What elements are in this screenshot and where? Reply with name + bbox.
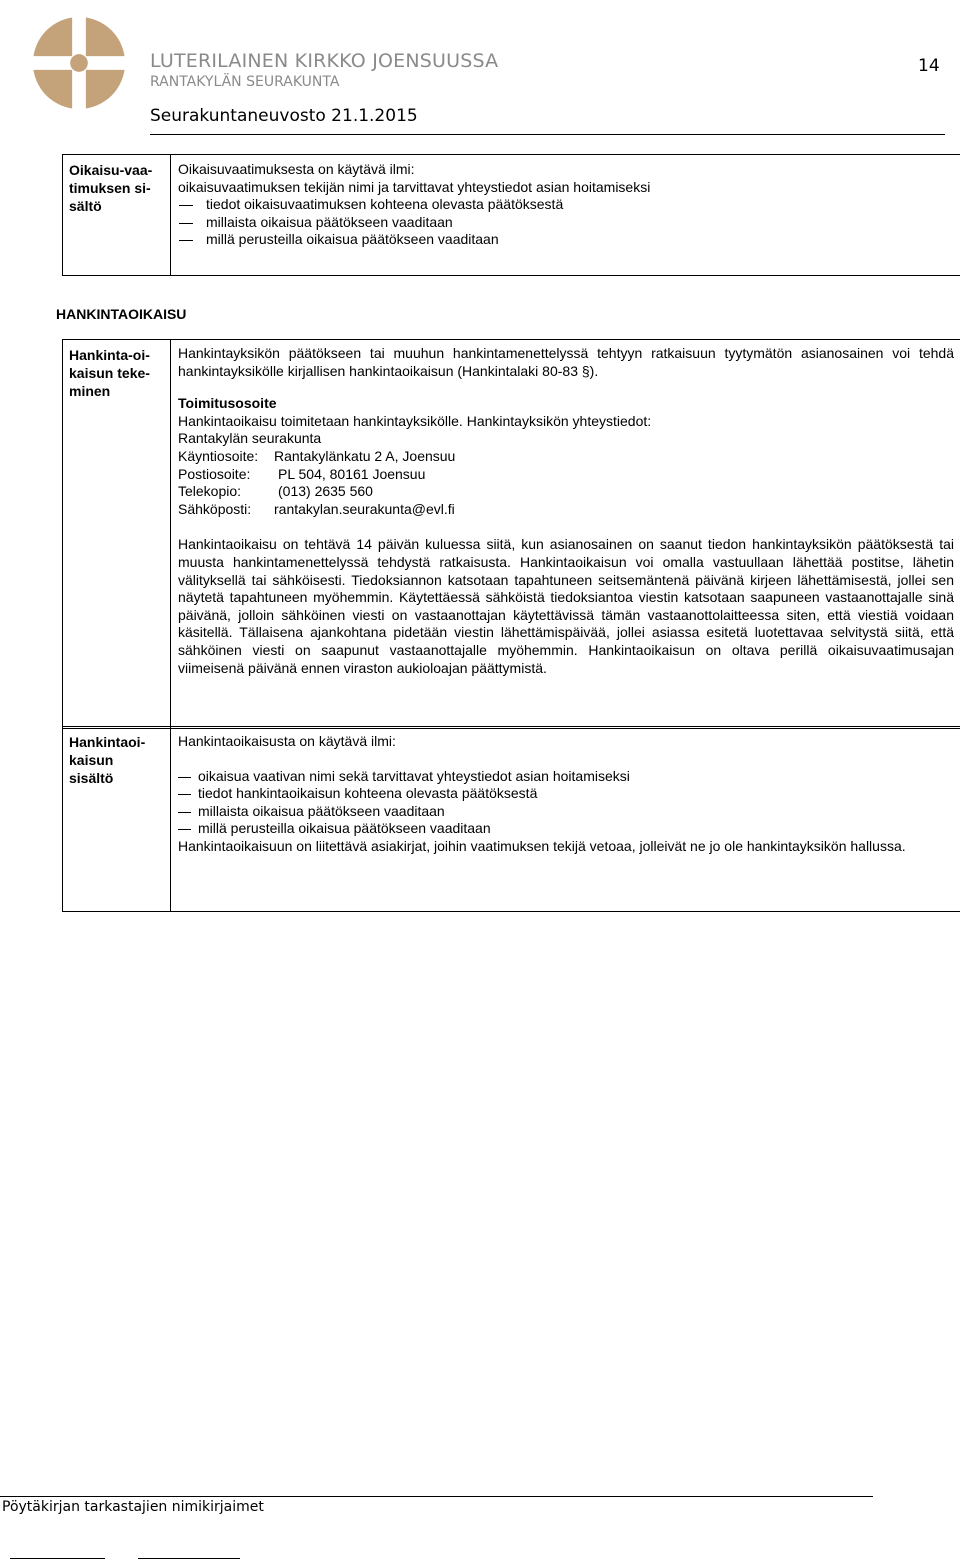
church-logo bbox=[30, 14, 128, 112]
contact-key: Käyntiosoite: bbox=[178, 447, 259, 464]
closing-paragraph: Hankintaoikaisuun on liitettävä asiakirjat, joihin vaatimuksen tekijä vetoaa, jolleivät ne jo ole hankintayksikön hallussa. bbox=[178, 837, 906, 854]
signature-line bbox=[10, 1558, 105, 1559]
contact-row bbox=[178, 466, 954, 484]
procurement-rectification-table bbox=[62, 339, 960, 729]
row-body bbox=[171, 340, 960, 728]
paragraph: Hankintaoikaisu on tehtävä 14 päivän kuluessa siitä, kun asianosainen on saanut tiedon hankintayksikön päätöksestä tai muusta hankintamenettelyssä tehdystä ratkaisusta. Hankintaoikaisun voi omalla vastuullaan lähettää postitse, lähetin välityksellä tai sähköisesti. Tiedoksiannon katsotaan tapahtuneen seitsemäntenä päivänä kirjeen lähettämisestä, jollei sen näytetä tapahtuneen myöhemmin. Käytettäessä sähköistä tiedoksiantoa viestin katsotaan saapuneen vastaanottajalle sinä päivänä, jolloin sähköinen viesti on vastaanottajan käytettävissä tämän vastaanottolaitteessa siten, että viestiä voidaan käsitellä. Tällaisena ajankohtana pidetään viestin lähettämispäivää, jollei asiassa esitetä luotettavaa selvitystä siitä, että sähköinen viesti on saapunut vastaanottajalle myöhemmin. Hankintaoikaisun on oltava perillä oikaisuvaatimusajan viimeisenä päivänä ennen viraston aukioloajan päättymistä. bbox=[178, 536, 954, 676]
contact-row bbox=[178, 483, 954, 501]
list-item: millaista oikaisua päätökseen vaaditaan bbox=[178, 803, 954, 821]
signature-line bbox=[138, 1558, 240, 1559]
list-item: oikaisua vaativan nimi sekä tarvittavat yhteystiedot asian hoitamiseksi bbox=[178, 768, 954, 786]
organization-name: LUTERILAINEN KIRKKO JOENSUUSSA bbox=[150, 50, 499, 72]
contact-key: Postiosoite: bbox=[178, 465, 251, 482]
contact-value: (013) 2635 560 bbox=[278, 483, 373, 500]
section-heading: HANKINTAOIKAISU bbox=[56, 306, 187, 322]
rectification-content-table bbox=[62, 154, 960, 276]
address-heading: Toimitusosoite bbox=[178, 395, 277, 412]
contact-key: Telekopio: bbox=[178, 483, 242, 500]
row-label bbox=[63, 340, 171, 728]
list-item: millä perusteilla oikaisua päätökseen vaaditaan bbox=[178, 820, 954, 838]
contact-value: Rantakylänkatu 2 A, Joensuu bbox=[274, 447, 456, 464]
paragraph: Hankintayksikön päätökseen tai muuhun hankintamenettelyssä tehtyyn ratkaisuun tyytymätön asianosainen voi tehdä hankintayksikölle kirjallisen hankintaoikaisun (Hankintalaki 80-83 §). bbox=[178, 345, 954, 379]
header-divider bbox=[150, 134, 945, 135]
footer-divider bbox=[0, 1496, 873, 1497]
row-label-text: Oikaisu-vaa- timuksen si- sältö bbox=[69, 162, 153, 214]
list-item: millä perusteilla oikaisua päätökseen vaaditaan bbox=[178, 231, 954, 249]
org-name: Rantakylän seurakunta bbox=[178, 430, 322, 447]
list-item: tiedot hankintaoikaisun kohteena olevasta päätöksestä bbox=[178, 785, 954, 803]
address-intro: Hankintaoikaisu toimitetaan hankintayksikölle. Hankintayksikön yhteystiedot: bbox=[178, 412, 652, 429]
contact-value: PL 504, 80161 Joensuu bbox=[278, 465, 426, 482]
row-label-text: Hankinta-oi- kaisun teke- minen bbox=[69, 347, 150, 399]
contact-key: Sähköposti: bbox=[178, 500, 252, 517]
row-label bbox=[63, 155, 171, 275]
body-line: oikaisuvaatimuksen tekijän nimi ja tarvittavat yhteystiedot asian hoitamiseksi bbox=[178, 178, 651, 195]
contact-row bbox=[178, 448, 954, 466]
page-number: 14 bbox=[918, 56, 940, 76]
contact-row bbox=[178, 501, 954, 519]
row-body bbox=[171, 727, 960, 911]
signatures-label: Pöytäkirjan tarkastajien nimikirjaimet bbox=[2, 1499, 264, 1515]
row-label-text: Hankintaoi- kaisun sisältö bbox=[69, 734, 146, 786]
intro-text: Oikaisuvaatimuksesta on käytävä ilmi: bbox=[178, 161, 415, 177]
parish-name: RANTAKYLÄN SEURAKUNTA bbox=[150, 74, 340, 90]
list-item: millaista oikaisua päätökseen vaaditaan bbox=[178, 214, 954, 232]
row-body bbox=[171, 155, 960, 275]
meeting-title: Seurakuntaneuvosto 21.1.2015 bbox=[150, 106, 418, 126]
intro-text: Hankintaoikaisusta on käytävä ilmi: bbox=[178, 733, 396, 749]
contact-value: rantakylan.seurakunta@evl.fi bbox=[274, 500, 455, 517]
row-label bbox=[63, 727, 171, 911]
list-item: tiedot oikaisuvaatimuksen kohteena olevasta päätöksestä bbox=[178, 196, 954, 214]
procurement-content-table bbox=[62, 726, 960, 912]
